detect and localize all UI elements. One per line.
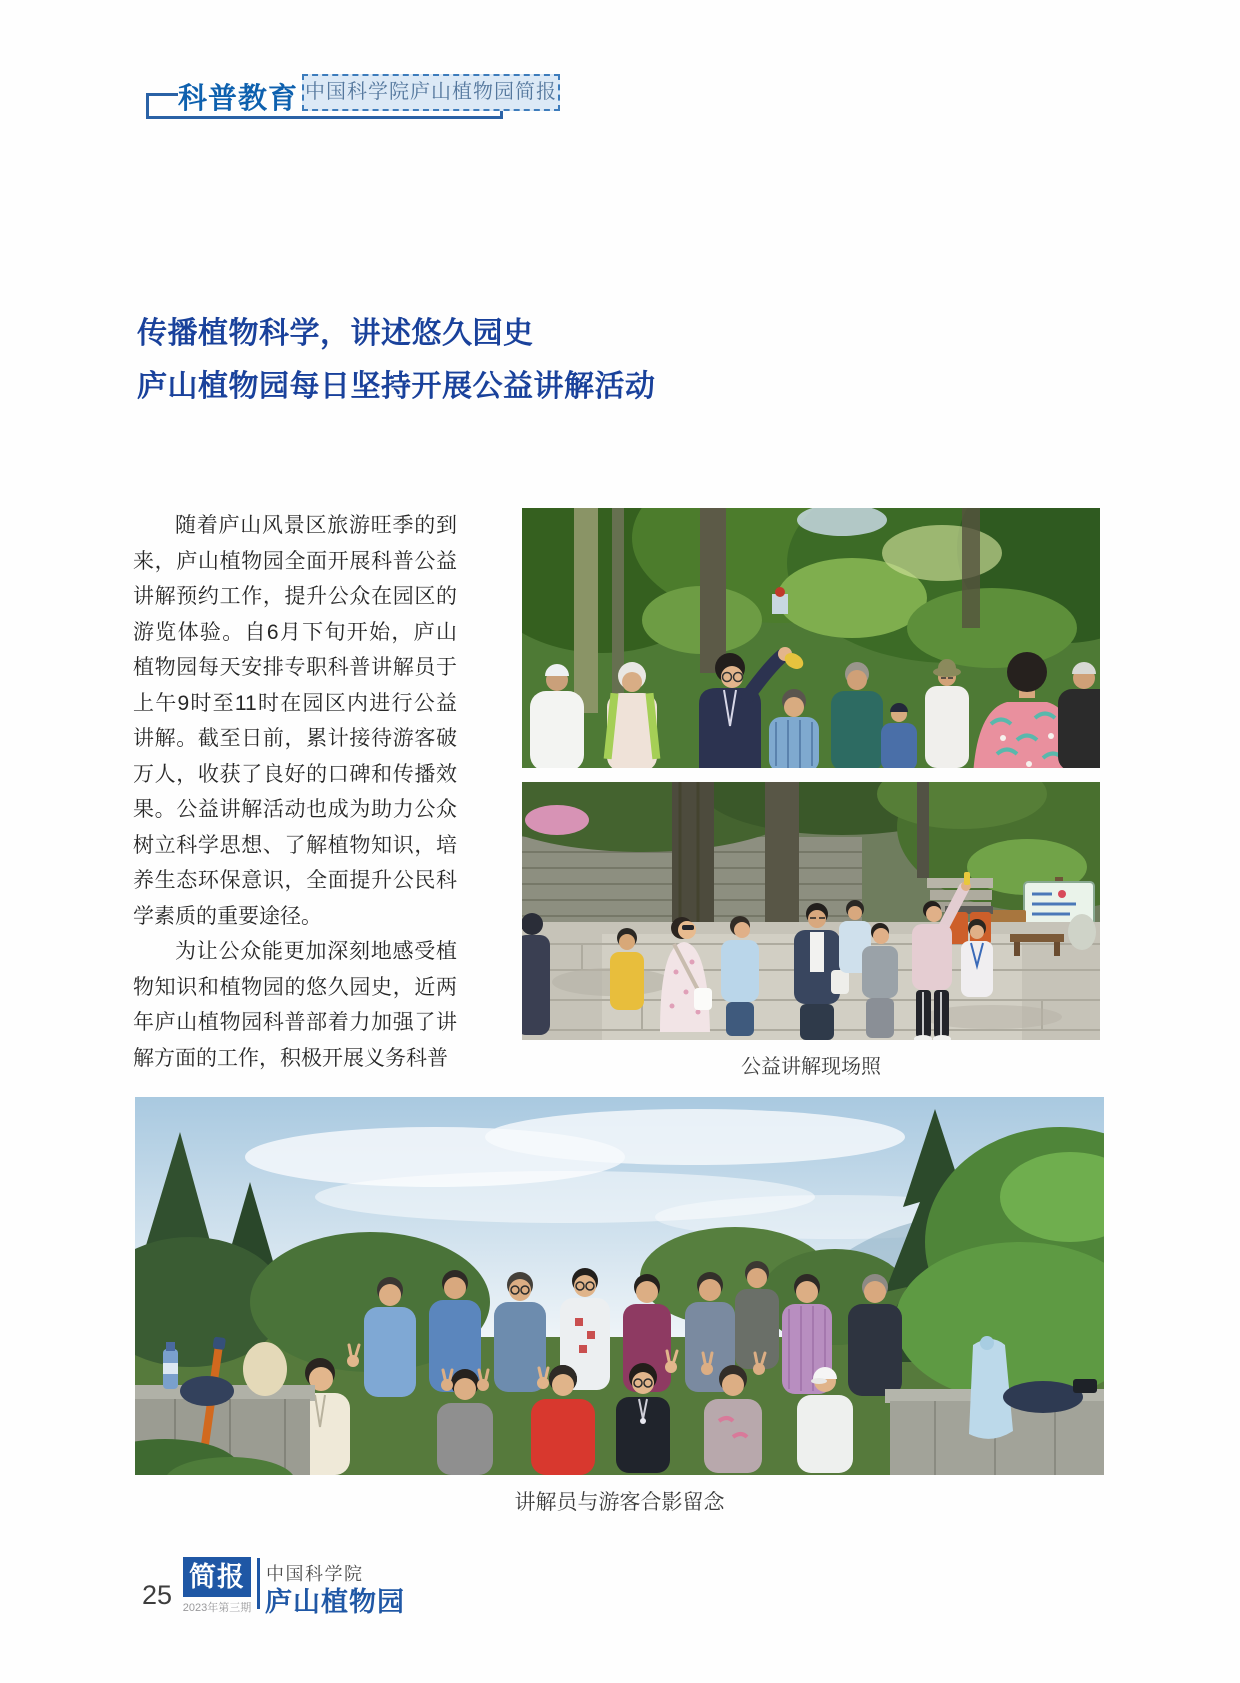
photo-group (135, 1097, 1104, 1475)
article-title (137, 307, 656, 413)
footer-divider (257, 1558, 260, 1609)
organization-line1: 中国科学院 (266, 1564, 364, 1584)
article-title-line2: 庐山植物园每日坚持开展公益讲解活动 (137, 370, 656, 403)
issue-label: 2023年第三期 (182, 1602, 252, 1614)
header-bracket-dash (146, 93, 178, 96)
article-title-line1: 传播植物科学，讲述悠久园史 (137, 317, 534, 350)
organization-line2: 庐山植物园 (265, 1587, 405, 1617)
bulletin-name-badge: 中国科学院庐山植物园简报 (302, 74, 560, 111)
photo-tour-on-path (522, 782, 1100, 1040)
article-paragraph: 随着庐山风景区旅游旺季的到来，庐山植物园全面开展科普公益讲解预约工作，提升公众在园区的游览体验。自6月下旬开始，庐山植物园每天安排专职科普讲解员于上午9时至11时在园区内进行公益讲解。截至日前，累计接待游客破万人，收获了良好的口碑和传播效果。公益讲解活动也成为助力公众树立科学思想、了解植物知识，培养生态环保意识，全面提升公民科学素质的重要途径。 (133, 514, 457, 928)
article-paragraph: 为让公众能更加深刻地感受植物知识和植物园的悠久园史，近两年庐山植物园科普部着力加强了讲解方面的工作，积极开展义务科普 (133, 940, 457, 1070)
photo-caption-right: 公益讲解现场照 (741, 1056, 881, 1078)
bulletin-badge: 简报 (183, 1557, 251, 1597)
photo-lecture-crowd-art (522, 508, 1100, 768)
photo-caption-bottom: 讲解员与游客合影留念 (514, 1491, 725, 1514)
section-label: 科普教育 (178, 83, 299, 115)
photo-tour-on-path-art (522, 782, 1100, 1040)
article-body (133, 508, 457, 1076)
page-number: 25 (142, 1580, 173, 1610)
photo-lecture-crowd (522, 508, 1100, 768)
photo-group-art (135, 1097, 1104, 1475)
